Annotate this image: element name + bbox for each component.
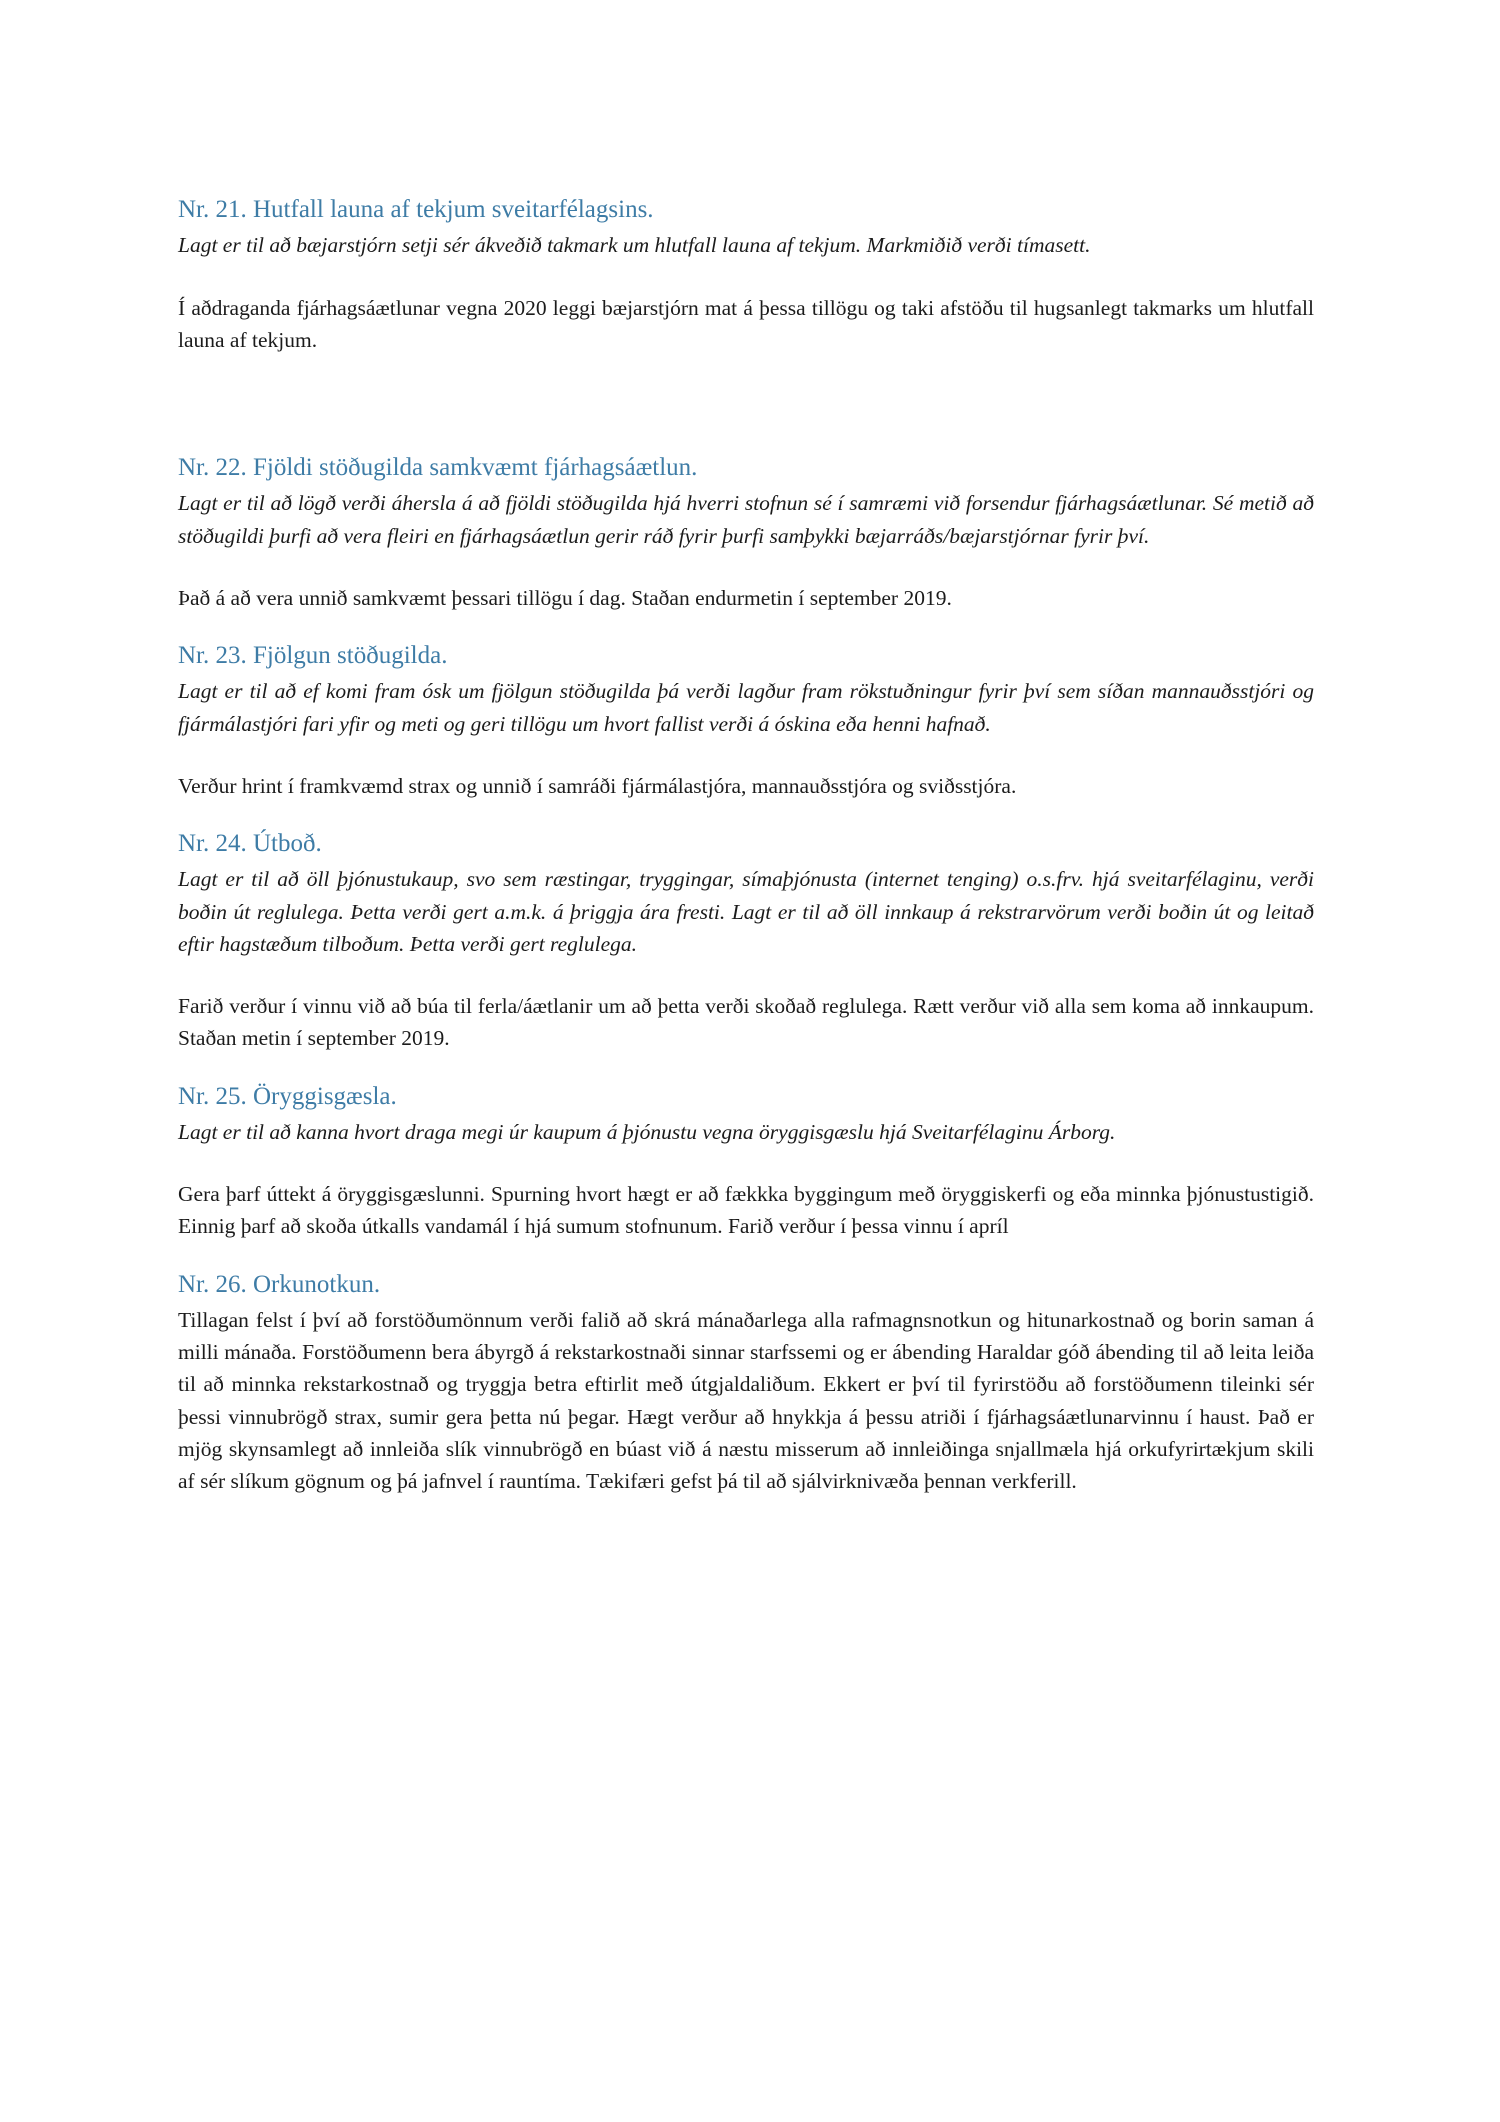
response-paragraph: Gera þarf úttekt á öryggisgæslunni. Spurning hvort hægt er að fækkka byggingum með öryggiskerfi og eða minnka þjónustustigið. Einnig þarf að skoða útkalls vandamál í hjá sumum stofnunum. Farið verður í þessa vinnu í apríl [178, 1182, 1314, 1239]
proposal-paragraph: Lagt er til að öll þjónustukaup, svo sem ræstingar, tryggingar, símaþjónusta (internet tenging) o.s.frv. hjá sveitarfélaginu, verði boðin út reglulega. Þetta verði gert a.m.k. á þriggja ára fresti. Lagt er til að öll innkaup á rekstrarvörum verði boðin út og leitað eftir hagstæðum tilboðum. Þetta verði gert reglulega. [178, 867, 1314, 956]
section-heading: Nr. 26. Orkunotkun. [178, 1270, 381, 1298]
response-paragraph: Það á að vera unnið samkvæmt þessari tillögu í dag. Staðan endurmetin í september 2019. [178, 585, 952, 610]
section-21 [178, 194, 1314, 356]
proposal-paragraph: Lagt er til að lögð verði áhersla á að fjöldi stöðugilda hjá hverri stofnun sé í samræmi við forsendur fjárhagsáætlunar. Sé metið að stöðugildi þurfi að vera fleiri en fjárhagsáætlun gerir ráð fyrir þurfi samþykki bæjarráðs/bæjarstjórnar fyrir því. [178, 491, 1314, 548]
section-heading: Nr. 25. Öryggisgæsla. [178, 1082, 397, 1110]
section-heading: Nr. 21. Hutfall launa af tekjum sveitarfélagsins. [178, 196, 654, 223]
section-26 [178, 1269, 1314, 1498]
proposal-paragraph: Lagt er til að kanna hvort draga megi úr kaupum á þjónustu vegna öryggisgæslu hjá Sveitarfélaginu Árborg. [178, 1119, 1116, 1144]
response-paragraph: Í aðdraganda fjárhagsáætlunar vegna 2020 leggi bæjarstjórn mat á þessa tillögu og taki afstöðu til hugsanlegt takmarks um hlutfall launa af tekjum. [178, 295, 1314, 352]
response-paragraph: Farið verður í vinnu við að búa til ferla/áætlanir um að þetta verði skoðað reglulega. Rætt verður við alla sem koma að innkaupum. Staðan metin í september 2019. [178, 994, 1314, 1051]
section-23 [178, 640, 1314, 802]
section-heading: Nr. 24. Útboð. [178, 830, 322, 857]
section-25 [178, 1081, 1314, 1243]
section-heading: Nr. 23. Fjölgun stöðugilda. [178, 642, 448, 669]
section-24 [178, 828, 1314, 1055]
response-paragraph: Tillagan felst í því að forstöðumönnum verði falið að skrá mánaðarlega alla rafmagnsnotkun og hitunarkostnað og borin saman á milli mánaða. Forstöðumenn bera ábyrgð á rekstarkostnaði sinnar starfssemi og er ábending Haraldar góð ábending til að leita leiða til að minnka rekstarkostnað og tryggja betra eftirlit með útgjaldaliðum. Ekkert er því til fyrirstöðu að forstöðumenn tileinki sér þessi vinnubrögð strax, sumir gera þetta nú þegar. Hægt verður að hnykkja á þessu atriði í fjárhagsáætlunarvinnu í haust. Það er mjög skynsamlegt að innleiða slík vinnubrögð en búast við á næstu misserum að innleiðinga snjallmæla hjá orkufyrirtækjum skili af sér slíkum gögnum og þá jafnvel í rauntíma. Tækifæri gefst þá til að sjálvirknivæða þennan verkferill. [178, 1307, 1314, 1493]
proposal-paragraph: Lagt er til að ef komi fram ósk um fjölgun stöðugilda þá verði lagður fram rökstuðningur fyrir því sem síðan mannauðsstjóri og fjármálastjóri fari yfir og meti og geri tillögu um hvort fallist verði á óskina eða henni hafnað. [178, 679, 1314, 736]
section-22 [178, 452, 1314, 614]
response-paragraph: Verður hrint í framkvæmd strax og unnið í samráði fjármálastjóra, mannauðsstjóra og sviðsstjóra. [178, 773, 1017, 798]
section-heading: Nr. 22. Fjöldi stöðugilda samkvæmt fjárhagsáætlun. [178, 454, 698, 481]
proposal-paragraph: Lagt er til að bæjarstjórn setji sér ákveðið takmark um hlutfall launa af tekjum. Markmiðið verði tímasett. [178, 233, 1091, 258]
